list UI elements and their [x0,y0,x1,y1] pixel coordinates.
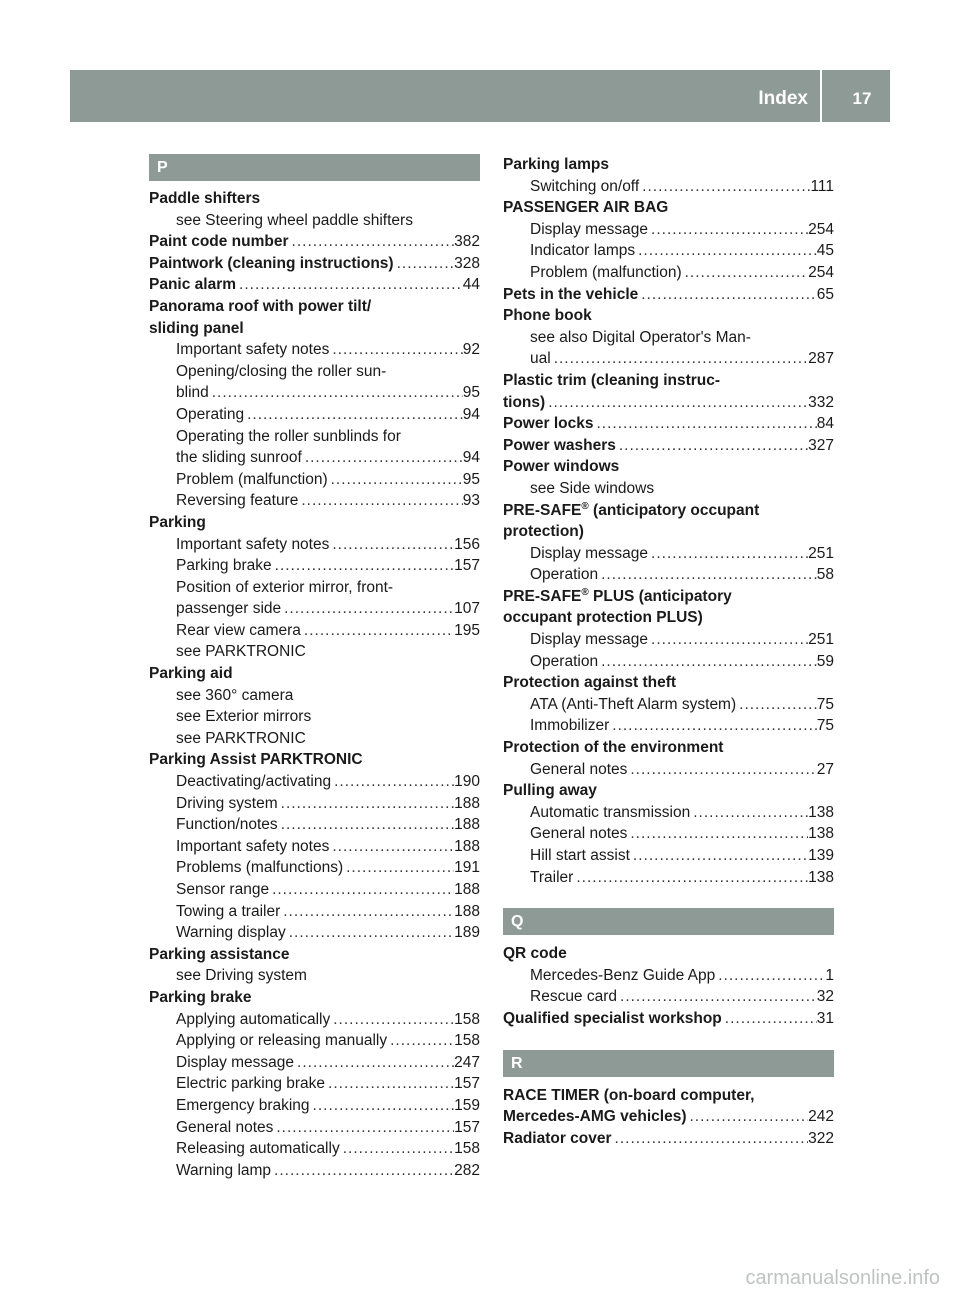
entry-text: tions) [503,393,546,411]
entry-text: Rescue card [530,988,618,1006]
leader-dots [236,274,463,296]
entry-text: Mercedes-Benz Guide App [530,966,716,984]
leader-dots [687,1106,809,1128]
leader-dots [273,1117,454,1139]
entry-text: Operating [176,405,245,423]
page-ref: 195 [454,621,480,639]
index-subentry [149,1030,480,1052]
index-subentry [149,836,480,858]
leader-dots [302,447,463,469]
index-subentry [503,802,834,824]
entry-text: Parking brake [176,557,272,575]
page-ref: 287 [808,350,834,368]
page-ref: 251 [808,544,834,562]
index-subentry [503,543,834,565]
entry-text: Display message [530,631,649,649]
index-subentry [149,598,480,620]
entry-text: see Driving system [176,967,307,985]
index-subentry [503,965,834,987]
index-subentry [149,382,480,404]
page-ref: 282 [454,1161,480,1179]
page-ref: 322 [808,1129,834,1147]
entry-text: Important safety notes [176,837,330,855]
index-subentry [149,490,480,512]
index-subentry [149,447,480,469]
index-entry [503,1085,834,1107]
leader-dots [278,793,454,815]
page-ref: 31 [816,1009,834,1027]
entry-text: Indicator lamps [530,242,636,260]
entries-q [503,943,834,1029]
entry-text: General notes [176,1118,274,1136]
leader-dots [329,534,454,556]
index-subentry [503,986,834,1008]
page-ref: 95 [462,384,480,402]
page-ref: 27 [816,760,834,778]
header-bar [70,70,890,122]
page-ref: 94 [462,405,480,423]
index-subentry [503,823,834,845]
index-subentry [149,361,480,383]
leader-dots [639,176,810,198]
page-ref: 251 [808,631,834,649]
index-subentry [149,1052,480,1074]
index-entry [503,780,834,802]
entry-text: the sliding sunroof [176,449,302,467]
index-entry [503,943,834,965]
index-subentry [503,240,834,262]
entry-text: protection) [503,523,584,541]
index-subentry [149,922,480,944]
section-header-r: R [503,1050,834,1077]
entry-text: Switching on/off [530,177,640,195]
entry-text: Deactivating/activating [176,773,332,791]
page-ref: 138 [808,803,834,821]
index-subentry [503,176,834,198]
index-entry [149,296,480,318]
page-ref: 65 [816,285,834,303]
entry-text: Qualified specialist workshop [503,1009,722,1027]
leader-dots [609,715,817,737]
entry-text: Parking Assist PARKTRONIC [149,751,363,769]
page-ref: 158 [454,1032,480,1050]
page-ref: 44 [462,276,480,294]
index-column-right [503,154,834,1149]
leader-dots [343,857,454,879]
entry-text: PASSENGER AIR BAG [503,199,669,217]
index-entry [503,284,834,306]
index-subentry [149,1009,480,1031]
entry-text: Problem (malfunction) [530,263,682,281]
index-subentry [503,327,834,349]
entry-text: Electric parking brake [176,1075,326,1093]
entry-text: see Steering wheel paddle shifters [176,211,413,229]
page-ref: 247 [454,1053,480,1071]
entry-text: occupant protection PLUS) [503,609,703,627]
index-subentry [503,478,834,500]
entry-text: Parking aid [149,665,233,683]
entry-text: see 360° camera [176,686,294,704]
entry-text: Paint code number [149,233,289,251]
page-ref: 59 [816,652,834,670]
section-header-p: P [149,154,480,181]
leader-dots [387,1030,454,1052]
index-entry [149,231,480,253]
entry-text: Operating the roller sunblinds for [176,427,401,445]
index-subentry [149,685,480,707]
page-ref: 45 [816,242,834,260]
leader-dots [638,284,817,306]
entry-text: Display message [176,1053,295,1071]
index-subentry [149,1117,480,1139]
index-subentry [149,1073,480,1095]
leader-dots [301,620,454,642]
leader-dots [722,1008,817,1030]
entry-text: Problems (malfunctions) [176,859,344,877]
leader-dots [551,348,808,370]
index-entry [149,512,480,534]
page-ref: 327 [808,436,834,454]
page-ref: 157 [454,1118,480,1136]
leader-dots [340,1138,454,1160]
entry-text: ATA (Anti-Theft Alarm system) [530,695,737,713]
leader-dots [269,879,454,901]
index-subentry [503,629,834,651]
page-ref: 75 [816,717,834,735]
page-ref: 157 [454,1075,480,1093]
leader-dots [593,413,816,435]
index-subentry [149,901,480,923]
leader-dots [736,694,817,716]
entries-r [503,1085,834,1150]
leader-dots [627,759,816,781]
leader-dots [209,382,463,404]
leader-dots [627,823,808,845]
entry-text: Phone book [503,307,592,325]
index-subentry [149,1138,480,1160]
entry-text: see PARKTRONIC [176,729,306,747]
leader-dots [630,845,808,867]
entry-text: see also Digital Operator's Man- [530,328,751,346]
index-subentry [503,715,834,737]
page-ref: 191 [454,859,480,877]
entry-text: Releasing automatically [176,1140,340,1158]
index-entry [503,1106,834,1128]
entry-text: Driving system [176,794,278,812]
index-entry [149,749,480,771]
entry-text: Warning display [176,924,286,942]
index-entry [503,392,834,414]
page-ref: 382 [454,233,480,251]
entry-text: Power washers [503,436,616,454]
entry-text: Protection against theft [503,674,677,692]
index-entry [149,253,480,275]
entry-text: see Side windows [530,479,655,497]
index-subentry [149,620,480,642]
index-entry [503,500,834,522]
page-ref: 107 [454,600,480,618]
entry-text: Immobilizer [530,717,610,735]
section-header-q: Q [503,908,834,935]
entry-text: sliding panel [149,319,244,337]
index-subentry [149,879,480,901]
index-entry [149,188,480,210]
index-subentry [503,219,834,241]
page-ref: 92 [462,341,480,359]
entry-text: General notes [530,825,628,843]
entry-text: Applying automatically [176,1010,331,1028]
entry-text: Problem (malfunction) [176,470,328,488]
leader-dots [715,965,825,987]
page-ref: 94 [462,449,480,467]
leader-dots [310,1095,455,1117]
entry-text: Paddle shifters [149,190,261,207]
leader-dots [330,1009,454,1031]
entry-text: Protection of the environment [503,739,724,757]
entry-text: PRE-SAFE® PLUS (anticipatory [503,586,732,605]
index-subentry [149,641,480,663]
index-entry [503,1008,834,1030]
entry-text: see Exterior mirrors [176,708,312,726]
entry-text: Panic alarm [149,276,237,294]
index-subentry [149,857,480,879]
index-entry [149,663,480,685]
leader-dots [280,901,454,923]
entry-text: Automatic transmission [530,803,691,821]
index-entry [503,737,834,759]
page-ref: 242 [808,1108,834,1126]
entry-text: Trailer [530,868,574,886]
entry-text: see PARKTRONIC [176,643,306,661]
entry-text: Operation [530,566,599,584]
index-entry [503,1128,834,1150]
page-ref: 188 [454,881,480,898]
leader-dots [648,629,808,651]
index-subentry [149,555,480,577]
watermark: carmanualsonline.info [745,1267,940,1289]
index-subentry [149,771,480,793]
leader-dots [573,867,808,889]
index-entry [503,521,834,543]
leader-dots [294,1052,454,1074]
index-subentry [503,867,834,889]
index-subentry [149,577,480,599]
page-ref: 157 [454,557,480,575]
leader-dots [331,771,454,793]
entry-text: Mercedes-AMG vehicles) [503,1108,687,1126]
leader-dots [394,253,455,275]
page-ref: 138 [808,825,834,843]
entry-text: Rear view camera [176,621,301,639]
leader-dots [278,814,454,836]
registered-mark: ® [581,500,589,512]
leader-dots [648,219,808,241]
page-ref: 156 [454,535,480,553]
index-subentry [149,534,480,556]
index-subentry [149,706,480,728]
entry-text: Sensor range [176,881,270,898]
index-entry [503,305,834,327]
leader-dots [598,564,817,586]
page-ref: 254 [808,263,834,281]
index-entry [149,987,480,1009]
leader-dots [682,262,809,284]
page-ref: 138 [808,868,834,886]
index-subentry [503,262,834,284]
page-ref: 188 [454,794,480,812]
entry-text: Important safety notes [176,535,330,553]
index-entry [503,154,834,176]
leader-dots [635,240,817,262]
leader-dots [612,1128,809,1150]
index-subentry [149,339,480,361]
page-ref: 189 [454,924,480,942]
entry-text: Function/notes [176,816,278,834]
leader-dots [328,469,463,491]
registered-mark: ® [581,586,589,598]
leader-dots [286,922,454,944]
page-ref: 254 [808,220,834,238]
leader-dots [272,555,454,577]
page-ref: 188 [454,902,480,920]
page-ref: 111 [810,177,834,195]
leader-dots [545,392,808,414]
entry-text: Pets in the vehicle [503,285,639,303]
entry-text: Parking brake [149,988,252,1006]
index-subentry [503,564,834,586]
entries-p [149,188,480,1181]
entry-text: Hill start assist [530,847,630,864]
index-subentry [149,793,480,815]
entry-text: PRE-SAFE® (anticipatory occupant [503,500,760,519]
entry-text: Emergency braking [176,1096,310,1114]
leader-dots [617,986,817,1008]
entry-text: Applying or releasing manually [176,1032,388,1050]
leader-dots [281,598,454,620]
page-title: Index [758,70,822,122]
entry-text: passenger side [176,600,282,618]
entry-text: RACE TIMER (on-board computer, [503,1086,755,1104]
page-ref: 32 [816,988,834,1006]
index-subentry [149,814,480,836]
index-subentry [149,426,480,448]
entry-text: Opening/closing the roller sun- [176,362,387,380]
entry-text: Operation [530,652,599,670]
page-ref: 93 [462,492,480,510]
entry-text: Important safety notes [176,341,330,359]
page-ref: 139 [808,847,834,864]
entry-text: Paintwork (cleaning instructions) [149,254,394,272]
entry-text: Plastic trim (cleaning instruc- [503,371,721,389]
index-subentry [149,404,480,426]
leader-dots [325,1073,454,1095]
entry-text: Parking [149,513,206,531]
index-entry [503,456,834,478]
entry-text: Panorama roof with power tilt/ [149,297,372,315]
entry-text: ual [530,350,551,368]
index-entry [503,586,834,608]
entries-p-continued [503,154,834,888]
leader-dots [690,802,808,824]
page-ref: 84 [816,415,834,433]
index-entry [503,370,834,392]
entry-text: Parking lamps [503,156,609,173]
index-column-left [149,154,480,1181]
entry-text: General notes [530,760,628,778]
page-ref: 75 [816,695,834,713]
index-subentry [503,845,834,867]
entry-text: Warning lamp [176,1161,272,1179]
index-subentry [149,1160,480,1182]
page-number: 17 [852,89,872,108]
page-ref: 332 [808,393,834,411]
index-subentry [503,651,834,673]
entry-text: Position of exterior mirror, front- [176,578,394,596]
entry-text: Reversing feature [176,492,299,510]
index-subentry [149,210,480,232]
page-ref: 58 [816,566,834,584]
page-ref: 158 [454,1140,480,1158]
page-ref: 159 [454,1096,480,1114]
page-ref: 95 [462,470,480,488]
index-entry [149,274,480,296]
entry-text: Display message [530,544,649,562]
leader-dots [329,836,454,858]
entry-text: Power locks [503,415,594,433]
page-ref: 158 [454,1010,480,1028]
leader-dots [329,339,462,361]
leader-dots [289,231,455,253]
leader-dots [298,490,462,512]
page-ref: 190 [454,773,480,791]
index-subentry [149,965,480,987]
page-ref: 188 [454,816,480,834]
entry-text: QR code [503,945,567,963]
index-entry [149,944,480,966]
entry-text: Towing a trailer [176,902,281,920]
index-subentry [149,469,480,491]
page-ref: 1 [825,966,834,984]
index-subentry [149,1095,480,1117]
entry-text: Parking assistance [149,945,290,963]
index-subentry [503,348,834,370]
index-entry [503,435,834,457]
leader-dots [244,404,463,426]
leader-dots [616,435,808,457]
index-subentry [503,759,834,781]
index-subentry [503,694,834,716]
index-entry [503,672,834,694]
page-ref: 328 [454,254,480,272]
entry-text: Power windows [503,458,620,476]
leader-dots [648,543,808,565]
leader-dots [271,1160,454,1182]
index-entry [503,413,834,435]
entry-text: blind [176,384,209,402]
index-subentry [149,728,480,750]
entry-text: Pulling away [503,782,597,800]
index-entry [503,197,834,219]
page-ref: 188 [454,837,480,855]
entry-text: Radiator cover [503,1129,612,1147]
leader-dots [598,651,817,673]
entry-text: Display message [530,220,649,238]
index-entry [149,318,480,340]
index-entry [503,607,834,629]
